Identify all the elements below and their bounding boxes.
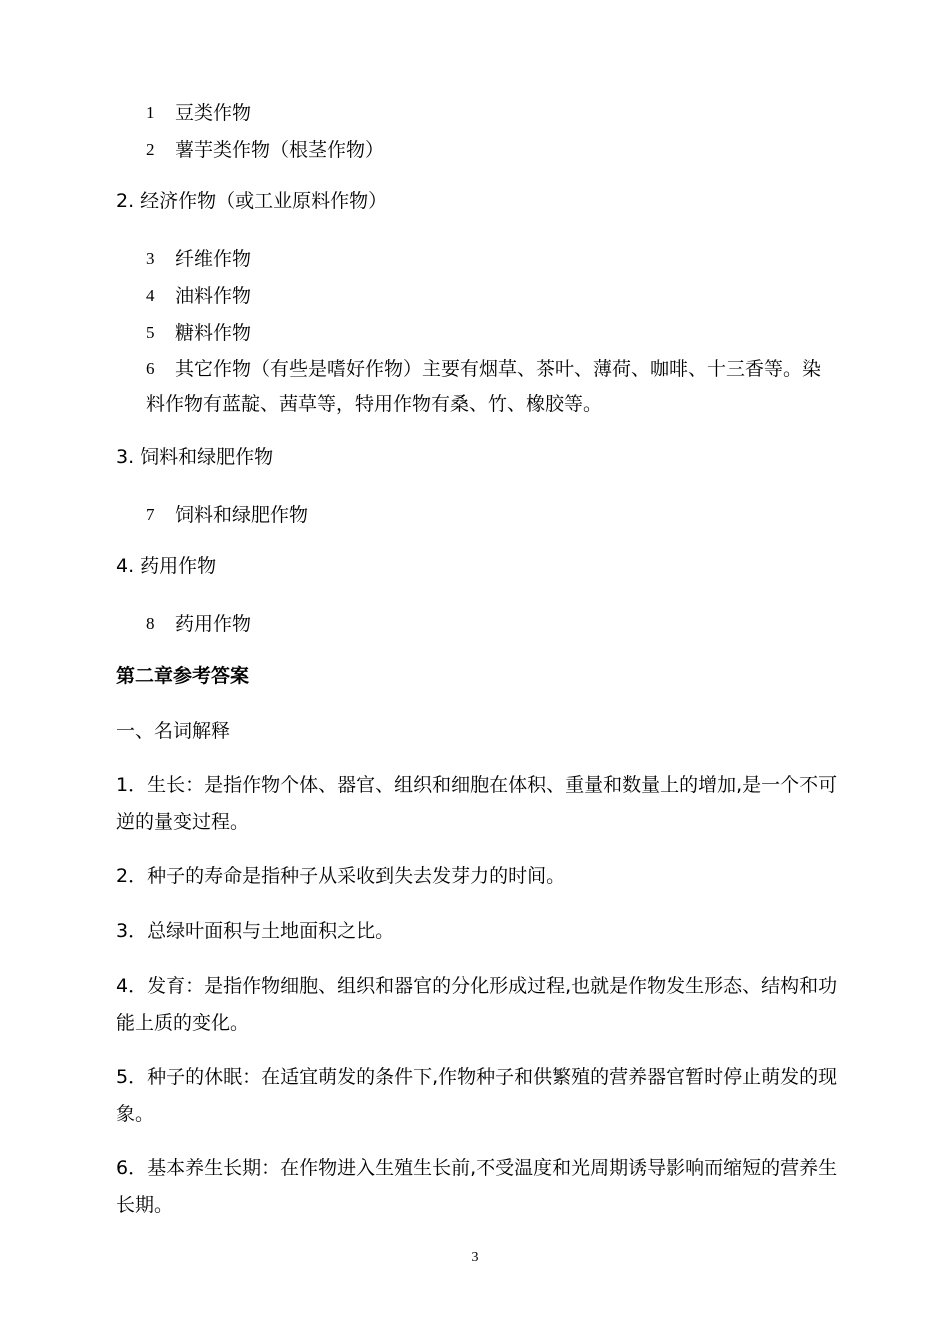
definition-line: 逆的量变过程。 bbox=[116, 811, 250, 833]
definition-line: 象。 bbox=[116, 1103, 155, 1125]
section-title: 一、名词解释 bbox=[116, 720, 231, 742]
definition-line: 5．种子的休眠：在适宜萌发的条件下,作物种子和供繁殖的营养器官暂时停止萌发的现 bbox=[116, 1066, 838, 1088]
list-item: 糖料作物 bbox=[175, 322, 252, 344]
list-number: 7 bbox=[146, 505, 155, 524]
list-number: 4 bbox=[146, 286, 155, 305]
list-item: 药用作物 bbox=[175, 613, 252, 635]
chapter-title: 第二章参考答案 bbox=[116, 665, 250, 687]
definition-line: 长期。 bbox=[116, 1194, 174, 1216]
list-number: 6 bbox=[146, 359, 155, 378]
list-number: 2 bbox=[146, 140, 155, 159]
definition-line: 4．发育：是指作物细胞、组织和器官的分化形成过程,也就是作物发生形态、结构和功 bbox=[116, 975, 838, 997]
definition-line: 3．总绿叶面积与土地面积之比。 bbox=[116, 920, 395, 942]
list-number: 3 bbox=[146, 249, 155, 268]
list-item-continuation: 料作物有蓝靛、茜草等，特用作物有桑、竹、橡胶等。 bbox=[146, 393, 603, 415]
category-heading: 4. 药用作物 bbox=[116, 555, 217, 577]
list-item: 豆类作物 bbox=[175, 102, 252, 124]
definition-line: 能上质的变化。 bbox=[116, 1012, 250, 1034]
definition-line: 6．基本养生长期：在作物进入生殖生长前,不受温度和光周期诱导影响而缩短的营养生 bbox=[116, 1157, 838, 1179]
list-number: 1 bbox=[146, 103, 155, 122]
list-item: 饲料和绿肥作物 bbox=[175, 504, 309, 526]
list-number: 5 bbox=[146, 323, 155, 342]
list-number: 8 bbox=[146, 614, 155, 633]
page-number: 3 bbox=[471, 1250, 479, 1265]
definition-line: 1．生长：是指作物个体、器官、组织和细胞在体积、重量和数量上的增加,是一个不可 bbox=[116, 774, 838, 796]
list-item: 油料作物 bbox=[175, 285, 252, 307]
category-heading: 3. 饲料和绿肥作物 bbox=[116, 446, 274, 468]
definition-line: 2．种子的寿命是指种子从采收到失去发芽力的时间。 bbox=[116, 865, 566, 887]
list-item: 其它作物（有些是嗜好作物）主要有烟草、茶叶、薄荷、咖啡、十三香等。染 bbox=[175, 358, 822, 380]
list-item: 纤维作物 bbox=[175, 248, 252, 270]
list-item: 薯芋类作物（根茎作物） bbox=[175, 139, 385, 161]
category-heading: 2. 经济作物（或工业原料作物） bbox=[116, 190, 388, 212]
